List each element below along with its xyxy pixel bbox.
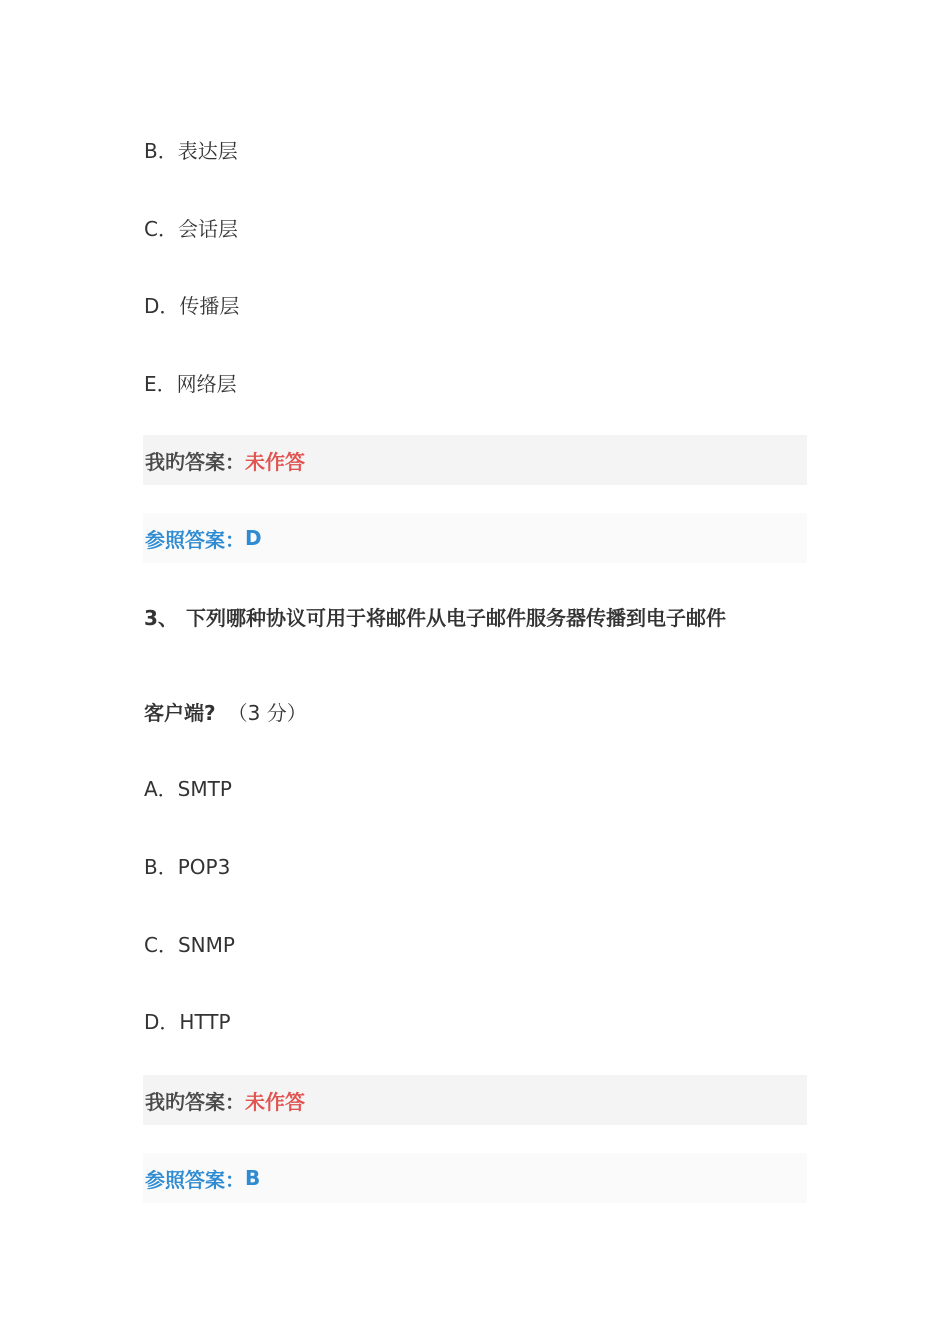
q2-my-answer-value: 未作答 [245,449,305,474]
q2-reference-answer-value: D [245,526,262,550]
q3-question-text-cont: 客户端? [144,701,216,725]
q2-option-e: E．网络层 [144,372,237,396]
q3-option-b: B．POP3 [144,855,231,879]
q3-reference-answer [143,1153,807,1203]
q3-option-c: C．SNMP [144,933,235,957]
q2-my-answer [143,435,807,485]
q3-text-line1 [144,604,726,632]
q2-my-answer-label: 我旳答案： [145,449,245,474]
q3-option-a: A．SMTP [144,777,232,801]
q2-reference-answer [143,513,807,563]
q3-my-answer [143,1075,807,1125]
q2-reference-answer-label: 参照答案： [145,527,245,552]
q3-option-d: D．HTTP [144,1010,231,1034]
q2-option-c: C．会话层 [144,217,238,241]
q3-number: 3、 [144,606,178,630]
q3-reference-answer-label: 参照答案： [145,1167,245,1192]
q3-my-answer-value: 未作答 [245,1089,305,1114]
q2-option-b: B．表达层 [144,139,238,163]
q3-text-line2 [144,699,307,727]
q3-score: （3 分） [227,701,307,725]
q2-option-d: D．传播层 [144,294,240,318]
q3-my-answer-label: 我旳答案： [145,1089,245,1114]
q3-question-text: 下列哪种协议可用于将邮件从电子邮件服务器传播到电子邮件 [186,606,726,630]
q3-reference-answer-value: B [245,1166,261,1190]
